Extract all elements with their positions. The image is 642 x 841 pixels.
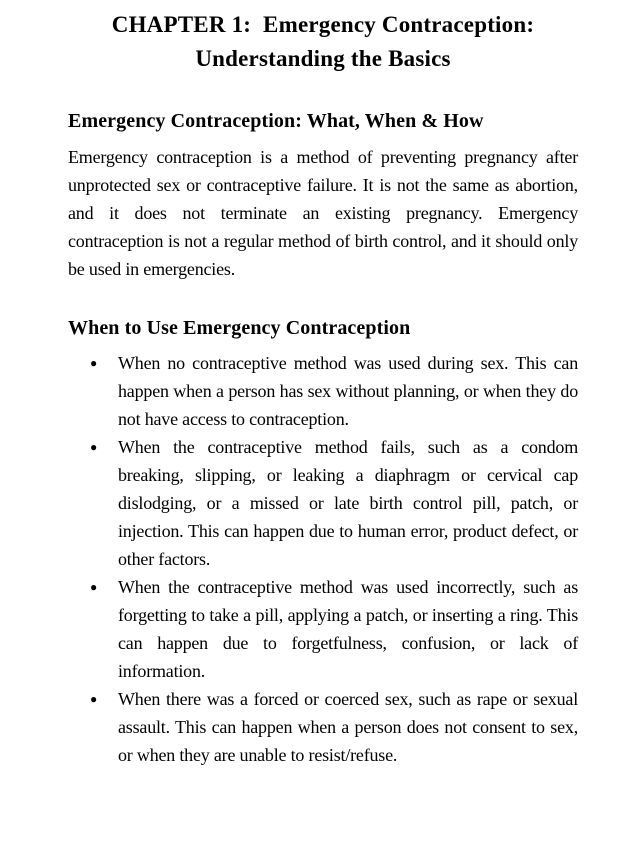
section-heading-when-to-use: When to Use Emergency Contraception: [68, 317, 411, 339]
bullet-list: [68, 349, 578, 769]
list-item-text: When no contraceptive method was used during sex. This can happen when a person has sex without planning, or when they do not have access to contraception.: [118, 353, 578, 429]
section-heading-what-when-how: Emergency Contraception: What, When & How: [68, 110, 484, 132]
chapter-title-line2: Understanding the Basics: [195, 46, 451, 71]
list-item: [118, 349, 578, 433]
section-when-to-use: [68, 315, 578, 769]
list-item: [118, 685, 578, 769]
section-what-when-how: [68, 108, 578, 283]
chapter-title-line1: CHAPTER 1: Emergency Contraception:: [111, 12, 535, 37]
list-item: [118, 433, 578, 573]
list-item-text: When the contraceptive method was used incorrectly, such as forgetting to take a pill, applying a patch, or inserting a ring. This can happen due to forgetfulness, confusion, or lack of information.: [118, 577, 578, 681]
list-item-text: When the contraceptive method fails, such as a condom breaking, slipping, or leaking a diaphragm or cervical cap dislodging, or a missed or late birth control pill, patch, or injection. This can happen due to human error, product defect, or other factors.: [118, 437, 578, 569]
list-item-text: When there was a forced or coerced sex, such as rape or sexual assault. This can happen when a person does not consent to sex, or when they are unable to resist/refuse.: [118, 689, 578, 765]
intro-paragraph: Emergency contraception is a method of preventing pregnancy after unprotected sex or contraceptive failure. It is not the same as abortion, and it does not terminate an existing pregnancy. Emergency contraception is not a regular method of birth control, and it should only be used in emergencies.: [68, 147, 578, 279]
chapter-title: [68, 8, 578, 76]
list-item: [118, 573, 578, 685]
